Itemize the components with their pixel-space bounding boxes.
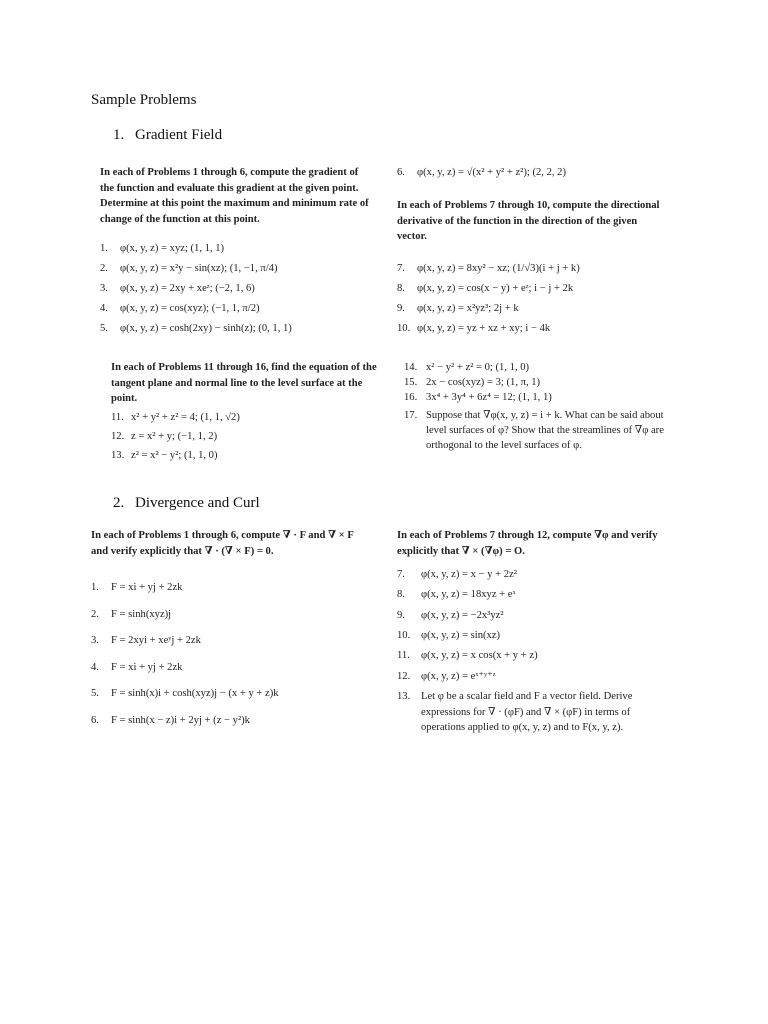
problem-item [397, 606, 669, 626]
problem-item [397, 299, 669, 319]
problem-number: 5. [100, 323, 108, 335]
problem-item [397, 319, 669, 339]
problem-number: 2. [100, 263, 108, 275]
problem-item [91, 628, 373, 655]
problem-number: 1. [91, 582, 99, 594]
problem-text: φ(x, y, z) = cos(xyz); (−1, 1, π/2) [120, 303, 260, 315]
section-number: 2. [113, 495, 125, 511]
problem-item [100, 239, 372, 259]
problem-text: F = 2xyi + xeʸj + 2zk [111, 635, 201, 647]
problem-text: F = sinh(x − z)i + 2yj + (z − y²)k [111, 714, 250, 726]
problem-text: φ(x, y, z) = yz + xz + xy; i − 4k [417, 322, 551, 334]
problem-item [397, 626, 669, 646]
problem-item [91, 708, 373, 735]
page-heading: Sample Problems [91, 92, 197, 108]
section-title: Gradient Field [135, 127, 223, 143]
problem-item [91, 602, 373, 629]
problem-item [397, 646, 669, 666]
problem-item [397, 585, 669, 605]
problem-number: 11. [111, 411, 124, 423]
problem-item [111, 408, 379, 427]
problem-number: 12. [111, 430, 125, 442]
problem-item [404, 408, 669, 453]
problem-item [397, 565, 669, 585]
problem-item [397, 279, 669, 299]
problem-text: φ(x, y, z) = x²yz³; 2j + k [417, 302, 519, 314]
problem-number: 17. [404, 410, 418, 421]
problem-item [100, 279, 372, 299]
problem-number: 12. [397, 670, 411, 682]
problem-number: 4. [91, 661, 99, 673]
problem-text: 2x − cos(xyz) = 3; (1, π, 1) [426, 377, 541, 388]
problem-list [91, 575, 373, 734]
problem-item [397, 165, 669, 181]
problem-number: 14. [404, 362, 418, 373]
problem-number: 8. [397, 589, 405, 601]
instruction-text: In each of Problems 7 through 12, compute ∇φ and verify explicitly that ∇ × (∇φ) = O. [397, 530, 658, 557]
problem-text: 3x⁴ + 3y⁴ + 6z⁴ = 12; (1, 1, 1) [426, 392, 552, 403]
problem-number: 4. [100, 303, 108, 315]
problem-item [111, 427, 379, 446]
problem-text: φ(x, y, z) = x cos(x + y + z) [421, 650, 538, 662]
problem-item [397, 689, 669, 736]
problem-list [100, 239, 372, 339]
problem-number: 16. [404, 392, 418, 403]
problem-text: φ(x, y, z) = eˣ⁺ʸ⁺ᶻ [421, 670, 496, 682]
problem-number: 9. [397, 302, 405, 314]
problem-text: F = sinh(x)i + cosh(xyz)j − (x + y + z)k [111, 688, 279, 700]
problem-text: F = xi + yj + 2zk [111, 661, 183, 673]
problem-number: 10. [397, 630, 411, 642]
problem-text: x² + y² + z² = 4; (1, 1, √2) [131, 411, 240, 423]
problem-text: Suppose that ∇φ(x, y, z) = i + k. What can be said about level surfaces of φ? Show that the streamlines of ∇φ are orthogonal to the level surfaces of φ. [426, 410, 664, 451]
problem-item [91, 655, 373, 682]
problem-list [111, 408, 379, 465]
section-heading-gradient-field [113, 127, 222, 144]
section-title: Divergence and Curl [135, 495, 260, 511]
problem-number: 9. [397, 609, 405, 621]
problem-number: 13. [397, 690, 411, 702]
section-heading-divergence-curl [113, 495, 260, 512]
problem-item [111, 446, 379, 465]
problem-text: φ(x, y, z) = −2x³yz² [421, 609, 504, 621]
gradient-problem-6 [397, 165, 669, 181]
instruction-text: In each of Problems 11 through 16, find the equation of the tangent plane and normal line to the level surface at the point. [111, 362, 377, 405]
problem-text: F = xi + yj + 2zk [111, 582, 183, 594]
problem-item [397, 259, 669, 279]
problem-text: φ(x, y, z) = √(x² + y² + z²); (2, 2, 2) [417, 167, 567, 178]
problem-number: 8. [397, 282, 405, 294]
problem-number: 3. [91, 635, 99, 647]
divergence-curl-block [91, 528, 373, 734]
instruction-text: In each of Problems 1 through 6, compute the gradient of the function and evaluate this gradient at the given point. Determine at this point the maximum and minimum rate of change of the function at this point. [100, 167, 369, 225]
problem-item [397, 667, 669, 687]
problem-list [397, 165, 669, 181]
instruction-text: In each of Problems 7 through 10, compute the directional derivative of the function in the direction of the given vector. [397, 200, 660, 243]
problem-number: 6. [397, 167, 405, 178]
problem-text: φ(x, y, z) = cos(x − y) + eᶻ; i − j + 2k [417, 282, 574, 294]
problem-number: 15. [404, 377, 418, 388]
problem-text: φ(x, y, z) = 2xy + xeᶻ; (−2, 1, 6) [120, 283, 255, 295]
problem-item [100, 259, 372, 279]
tangent-plane-block-continued [404, 360, 669, 453]
problem-number: 3. [100, 283, 108, 295]
problem-text: φ(x, y, z) = 18xyz + eˣ [421, 589, 516, 601]
problem-number: 6. [91, 714, 99, 726]
problem-text: φ(x, y, z) = 8xy² − xz; (1/√3)(i + j + k) [417, 262, 580, 274]
problem-list [397, 565, 669, 736]
section-number: 1. [113, 127, 125, 143]
problem-item [100, 319, 372, 339]
problem-item [404, 360, 669, 375]
problem-text: φ(x, y, z) = xyz; (1, 1, 1) [120, 243, 225, 255]
tangent-plane-block [111, 360, 379, 465]
gradient-problem-block [100, 165, 372, 339]
problem-number: 7. [397, 569, 405, 581]
problem-text: φ(x, y, z) = cosh(2xy) − sinh(z); (0, 1, 1) [120, 323, 292, 335]
instruction-text: In each of Problems 1 through 6, compute ∇ · F and ∇ × F and verify explicitly that ∇ · (∇ × F) = 0. [91, 530, 354, 557]
problem-number: 10. [397, 322, 411, 334]
problem-number: 7. [397, 262, 405, 274]
directional-derivative-block [397, 198, 669, 339]
problem-item [404, 375, 669, 390]
problem-text: φ(x, y, z) = x²y − sin(xz); (1, −1, π/4) [120, 263, 278, 275]
problem-text: φ(x, y, z) = x − y + 2z² [421, 569, 517, 581]
problem-text: φ(x, y, z) = sin(xz) [421, 630, 501, 642]
problem-number: 11. [397, 650, 410, 662]
problem-list [397, 259, 669, 339]
problem-number: 5. [91, 688, 99, 700]
problem-number: 1. [100, 243, 108, 255]
problem-item [100, 299, 372, 319]
curl-gradient-block [397, 528, 669, 736]
problem-list [404, 360, 669, 453]
problem-text: Let φ be a scalar field and F a vector field. Derive expressions for ∇ · (φF) and ∇ × (φF) in terms of operations applied to φ(x, y, z) and to F(x, y, z). [421, 690, 633, 734]
problem-text: z² = x² − y²; (1, 1, 0) [131, 449, 218, 461]
problem-item [91, 681, 373, 708]
problem-number: 13. [111, 449, 125, 461]
problem-number: 2. [91, 608, 99, 620]
problem-item [404, 390, 669, 405]
problem-text: x² − y² + z² = 0; (1, 1, 0) [426, 362, 530, 373]
problem-text: F = sinh(xyz)j [111, 608, 172, 620]
problem-text: z = x² + y; (−1, 1, 2) [131, 430, 218, 442]
problem-item [91, 575, 373, 602]
